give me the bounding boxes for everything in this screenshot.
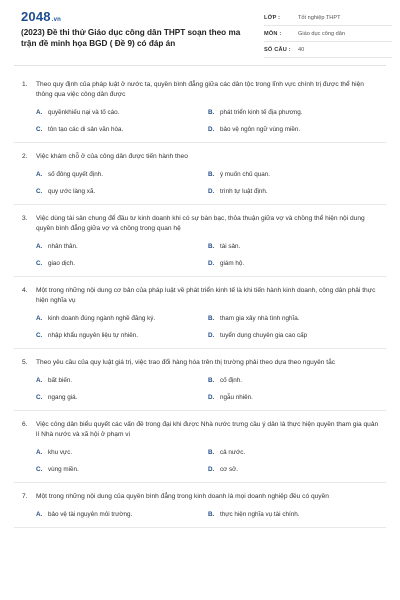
question-stem [22, 420, 386, 440]
question-list [14, 66, 386, 528]
question-stem [22, 152, 386, 162]
answer-option[interactable] [208, 376, 386, 385]
option-letter: B. [208, 315, 215, 322]
meta-key: SỐ CÂU : [264, 46, 291, 53]
question-item [14, 80, 386, 143]
question-item [14, 286, 386, 349]
answer-option[interactable] [36, 510, 208, 519]
question-stem [22, 358, 386, 368]
answer-option[interactable] [36, 125, 208, 134]
option-letter: A. [36, 511, 43, 518]
answer-option[interactable] [36, 465, 208, 474]
option-text: ngang giá. [48, 394, 78, 401]
meta-value: Giáo dục công dân [298, 30, 345, 37]
question-number: 5. [22, 359, 28, 366]
option-text: nhập khẩu nguyên liệu tự nhiên. [48, 332, 138, 339]
answer-options [22, 170, 386, 196]
meta-key: LỚP : [264, 14, 281, 21]
question-stem [22, 492, 386, 502]
option-text: ngẫu nhiên. [220, 394, 253, 401]
question-text: Một trong những nội dung cơ bản của pháp luật về phát triển kinh tế là khi tiến hành kinh doanh, công dân phải thực hiện nghĩa vụ [36, 287, 376, 304]
question-text: Việc dùng tài sản chung để đầu tư kinh doanh khi có sự bàn bạc, thỏa thuận giữa vợ và chồng thể hiện nội dung quyền bình đẳng giữa vợ và chồng trong quan hệ [36, 215, 365, 232]
option-letter: B. [208, 171, 215, 178]
option-text: ý muốn chủ quan. [220, 171, 271, 178]
option-letter: D. [208, 394, 215, 401]
option-letter: D. [208, 260, 215, 267]
option-letter: C. [36, 394, 43, 401]
option-letter: C. [36, 466, 43, 473]
option-letter: A. [36, 377, 43, 384]
option-text: trình tự luật định. [220, 188, 268, 195]
option-text: số đông quyết định. [48, 171, 103, 178]
option-text: quyềnkhiếu nại và tố cáo. [48, 109, 120, 116]
meta-value: Tốt nghiệp THPT [298, 14, 341, 21]
answer-option[interactable] [208, 259, 386, 268]
answer-options [22, 108, 386, 134]
answer-option[interactable] [36, 393, 208, 402]
answer-option[interactable] [208, 125, 386, 134]
option-text: nhân thân. [48, 243, 78, 250]
answer-option[interactable] [36, 448, 208, 457]
option-text: tài sản. [220, 243, 241, 250]
question-number: 3. [22, 215, 28, 222]
question-number: 2. [22, 153, 28, 160]
answer-option[interactable] [36, 314, 208, 323]
question-item [14, 358, 386, 411]
option-letter: B. [208, 449, 215, 456]
exam-meta [264, 10, 392, 58]
answer-option[interactable] [36, 242, 208, 251]
answer-option[interactable] [208, 187, 386, 196]
option-text: cố định. [220, 377, 243, 384]
question-item [14, 492, 386, 528]
option-letter: C. [36, 126, 43, 133]
question-item [14, 420, 386, 483]
option-text: vùng miền. [48, 466, 79, 473]
question-stem [22, 80, 386, 100]
question-number: 4. [22, 287, 28, 294]
option-letter: B. [208, 109, 215, 116]
option-text: tham gia xây nhà tình nghĩa. [220, 315, 300, 322]
logo-main: 2048 [21, 9, 51, 24]
option-letter: C. [36, 260, 43, 267]
question-text: Theo yêu cầu của quy luật giá trị, việc trao đổi hàng hóa trên thị trường phải theo dựa theo nguyên tắc [36, 359, 336, 366]
option-text: giao dịch. [48, 260, 75, 267]
option-text: bảo vệ tài nguyên môi trường. [48, 511, 133, 518]
option-letter: D. [208, 466, 215, 473]
question-stem [22, 214, 386, 234]
answer-options [22, 314, 386, 340]
option-letter: A. [36, 315, 43, 322]
option-letter: A. [36, 449, 43, 456]
answer-option[interactable] [36, 259, 208, 268]
question-stem [22, 286, 386, 306]
question-text: Việc khám chỗ ở của công dân được tiến hành theo [36, 153, 188, 160]
answer-option[interactable] [208, 314, 386, 323]
option-letter: C. [36, 188, 43, 195]
exam-title: (2023) Đề thi thử Giáo dục công dân THPT soạn theo ma trận đề minh họa BGD ( Đề 9) có đáp án [21, 28, 241, 48]
answer-option[interactable] [208, 108, 386, 117]
answer-option[interactable] [36, 376, 208, 385]
answer-options [22, 448, 386, 474]
answer-option[interactable] [208, 170, 386, 179]
option-text: cả nước. [220, 449, 246, 456]
option-text: bất biến. [48, 377, 73, 384]
option-letter: B. [208, 243, 215, 250]
meta-row [264, 42, 392, 58]
question-text: Một trong những nội dung của quyền bình đẳng trong kinh doanh là mọi doanh nghiệp đều có quyền [36, 493, 329, 500]
answer-option[interactable] [36, 170, 208, 179]
option-text: tuyển dụng chuyên gia cao cấp [220, 332, 308, 339]
logo-suffix: .vn [51, 17, 62, 23]
option-text: thực hiện nghĩa vụ tài chính. [220, 511, 300, 518]
answer-options [22, 510, 386, 519]
option-text: quy ước làng xã. [48, 188, 96, 195]
option-text: tôn tạo các di sản văn hóa. [48, 126, 124, 133]
option-text: giám hộ. [220, 260, 245, 267]
option-letter: A. [36, 109, 43, 116]
answer-option[interactable] [208, 465, 386, 474]
question-number: 1. [22, 81, 28, 88]
option-letter: B. [208, 511, 215, 518]
meta-value: 40 [298, 46, 305, 53]
question-item [14, 152, 386, 205]
meta-row [264, 26, 392, 42]
option-text: kinh doanh đúng ngành nghề đăng ký. [48, 315, 156, 322]
question-item [14, 214, 386, 277]
option-text: phát triển kinh tế địa phương. [220, 109, 303, 116]
option-text: bảo vệ ngôn ngữ vùng miền. [220, 126, 301, 133]
answer-option[interactable] [208, 331, 386, 340]
option-letter: B. [208, 377, 215, 384]
option-text: khu vực. [48, 449, 73, 456]
option-text: cơ sở. [220, 466, 239, 473]
answer-option[interactable] [208, 393, 386, 402]
question-text: Theo quy định của pháp luật ở nước ta, quyền bình đẳng giữa các dân tộc trong lĩnh vực chính trị được thể hiện thông qua việc công dân được [36, 81, 364, 98]
option-letter: D. [208, 188, 215, 195]
exam-header [14, 0, 386, 66]
option-letter: A. [36, 171, 43, 178]
answer-options [22, 242, 386, 268]
question-number: 7. [22, 493, 28, 500]
answer-option[interactable] [36, 108, 208, 117]
option-letter: D. [208, 126, 215, 133]
option-letter: C. [36, 332, 43, 339]
answer-option[interactable] [36, 187, 208, 196]
meta-key: MÔN : [264, 30, 282, 37]
answer-option[interactable] [208, 242, 386, 251]
question-text: Việc công dân biểu quyết các vấn đề trong đại khi được Nhà nước trưng cầu ý dân là thực hiện quyền tham gia quản lí Nhà nước và xã hội ở phạm vi [36, 421, 379, 438]
answer-option[interactable] [208, 510, 386, 519]
answer-option[interactable] [36, 331, 208, 340]
answer-options [22, 376, 386, 402]
answer-option[interactable] [208, 448, 386, 457]
meta-row [264, 10, 392, 26]
site-logo[interactable] [21, 9, 61, 24]
option-letter: A. [36, 243, 43, 250]
option-letter: D. [208, 332, 215, 339]
question-number: 6. [22, 421, 28, 428]
